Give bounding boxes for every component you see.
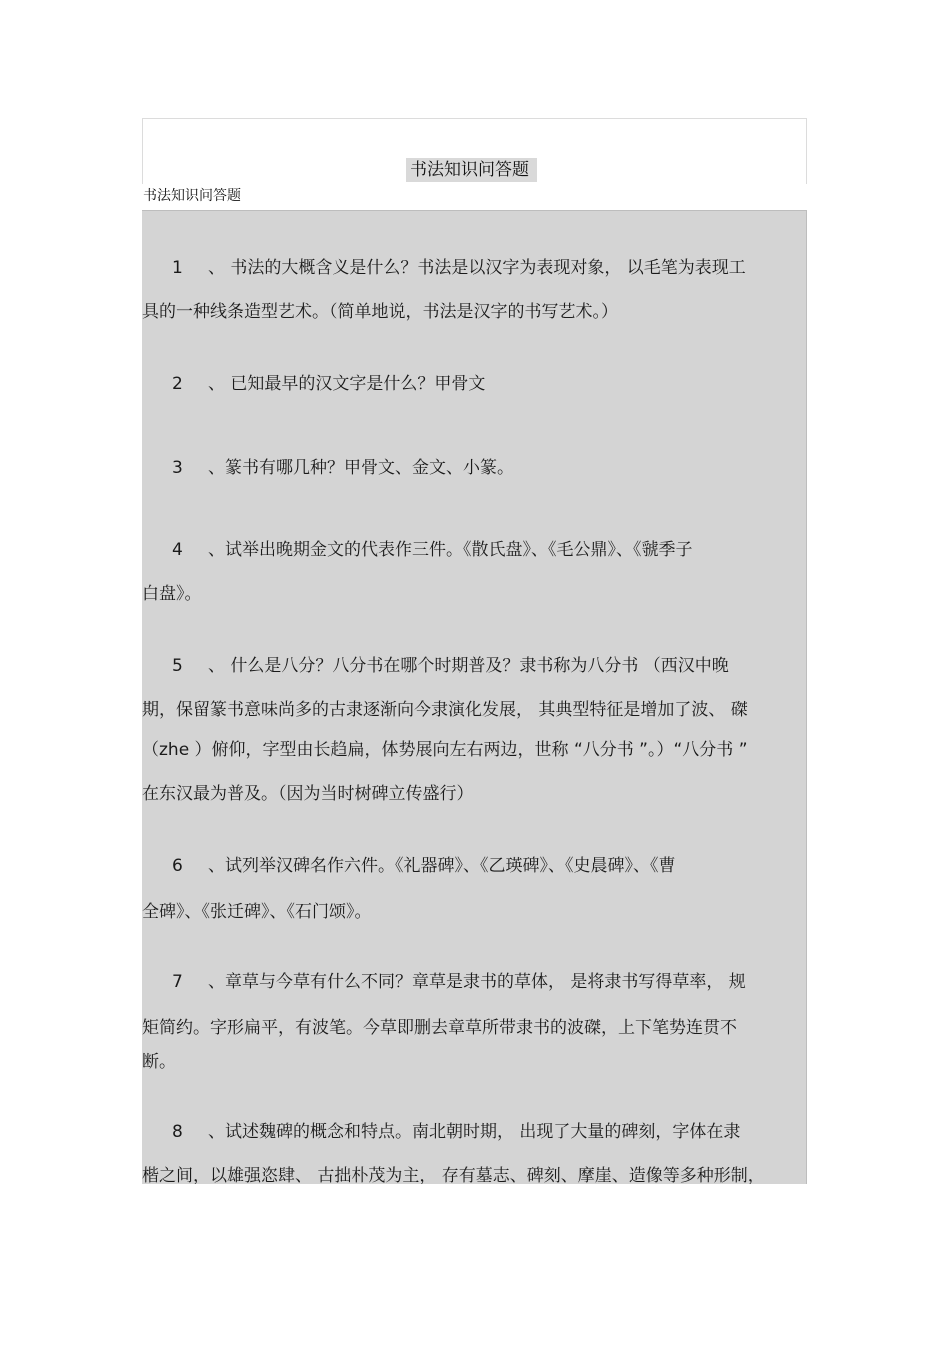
qa-7-number: 7 xyxy=(172,972,183,992)
qa-6-number: 6 xyxy=(172,856,183,876)
qa-1-text-1: 、 书法的大概含义是什么？书法是以汉字为表现对象， 以毛笔为表现工 xyxy=(208,258,746,278)
qa-5-number: 5 xyxy=(172,656,183,676)
qa-content-box xyxy=(142,210,807,1184)
qa-7-line-1 xyxy=(142,969,804,995)
frame-left-border xyxy=(142,118,143,184)
qa-4-number: 4 xyxy=(172,540,183,560)
qa-6-text-1: 、试列举汉碑名作六件。《礼器碑》、《乙瑛碑》、《史晨碑》、《曹 xyxy=(208,856,676,876)
qa-1-line-1 xyxy=(142,255,804,281)
qa-2-text-1: 、 已知最早的汉文字是什么？甲骨文 xyxy=(208,374,486,394)
qa-7-line-3: 断。 xyxy=(142,1052,176,1072)
qa-7-line-2: 矩简约。字形扁平，有波笔。今草即删去章草所带隶书的波磔，上下笔势连贯不 xyxy=(142,1018,737,1038)
qa-4-line-2: 白盘》。 xyxy=(142,584,202,604)
qa-3-text-1: 、篆书有哪几种？甲骨文、金文、小篆。 xyxy=(208,458,514,478)
qa-3-line-1 xyxy=(142,455,804,481)
qa-6-line-1 xyxy=(142,853,804,879)
qa-4-text-1: 、试举出晚期金文的代表作三件。《散氏盘》、《毛公鼎》、《虢季子 xyxy=(208,540,693,560)
qa-8-line-2: 楷之间，以雄强恣肆、 古拙朴茂为主， 存有墓志、碑刻、摩崖、造像等多种形制， xyxy=(142,1166,765,1184)
document-title: 书法知识问答题 xyxy=(406,158,537,182)
qa-6-line-2: 全碑》、《张迁碑》、《石门颂》。 xyxy=(142,902,372,922)
qa-5-line-1 xyxy=(142,653,804,679)
qa-1-line-2: 具的一种线条造型艺术。（简单地说，书法是汉字的书写艺术。） xyxy=(142,302,618,322)
qa-2-number: 2 xyxy=(172,374,183,394)
qa-2-line-1 xyxy=(142,371,804,397)
qa-5-text-1: 、 什么是八分？八分书在哪个时期普及？隶书称为八分书 （西汉中晚 xyxy=(208,656,729,676)
qa-1-number: 1 xyxy=(172,258,183,278)
frame-top-border xyxy=(142,118,806,119)
qa-5-line-2: 期，保留篆书意味尚多的古隶逐渐向今隶演化发展， 其典型特征是增加了波、 磔 xyxy=(142,700,748,720)
qa-7-text-1: 、章草与今草有什么不同？章草是隶书的草体， 是将隶书写得草率， 规 xyxy=(208,972,746,992)
frame-right-border xyxy=(806,118,807,184)
qa-5-line-4: 在东汉最为普及。（因为当时树碑立传盛行） xyxy=(142,784,474,804)
qa-8-text-1: 、试述魏碑的概念和特点。南北朝时期， 出现了大量的碑刻，字体在隶 xyxy=(208,1122,741,1142)
qa-8-line-1 xyxy=(142,1119,804,1145)
qa-5-line-3: （zhe ）俯仰，字型由长趋扁，体势展向左右两边，世称 “八分书 ”。）“八分书 ” xyxy=(142,740,748,760)
qa-3-number: 3 xyxy=(172,458,183,478)
qa-8-number: 8 xyxy=(172,1122,183,1142)
document-subtitle: 书法知识问答题 xyxy=(143,188,241,204)
qa-4-line-1 xyxy=(142,537,804,563)
